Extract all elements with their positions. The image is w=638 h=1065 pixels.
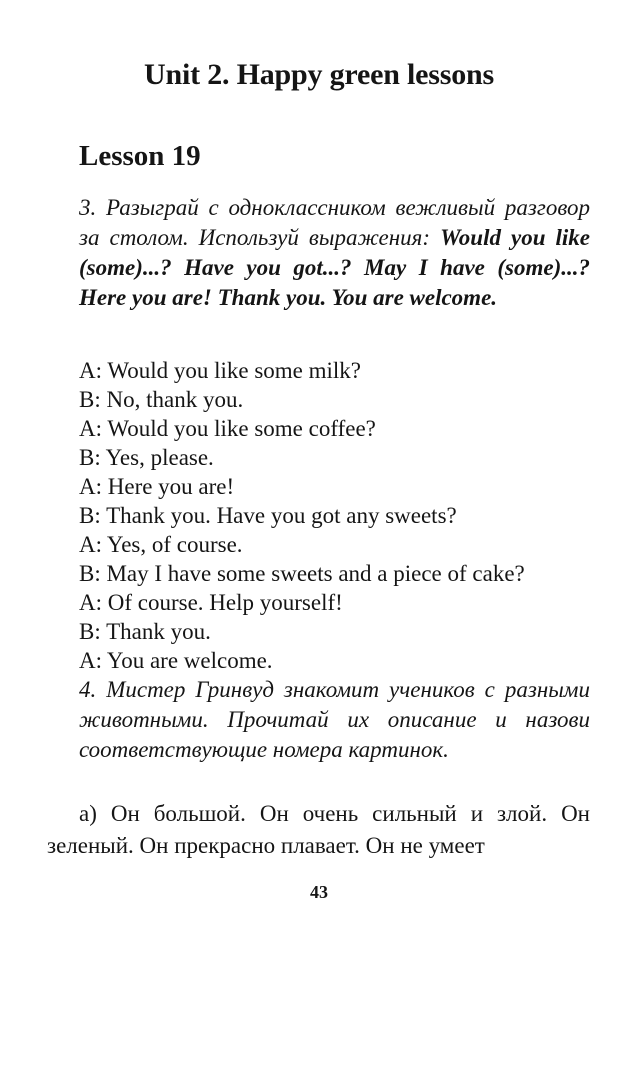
dialogue-line: A: Here you are! [79, 474, 235, 499]
dialogue-line: A: Would you like some milk? [79, 358, 362, 383]
dialogue-line: B: Thank you. Have you got any sweets? [79, 503, 457, 528]
dialogue-line: A: Would you like some coffee? [79, 416, 376, 441]
unit-title: Unit 2. Happy green lessons [144, 58, 494, 91]
dialogue-line: A: You are welcome. [79, 648, 273, 673]
paragraph-a: а) Он большой. Он очень сильный и злой. Он зеленый. Он прекрасно плавает. Он не умеет [47, 801, 590, 858]
dialogue-line: A: Yes, of course. [79, 532, 243, 557]
dialogue-line: B: May I have some sweets and a piece of cake? [79, 561, 525, 586]
lesson-title: Lesson 19 [79, 140, 201, 172]
dialogue-line: B: Yes, please. [79, 445, 214, 470]
dialogue-line: A: Of course. Help yourself! [79, 590, 343, 615]
dialogue-line: B: No, thank you. [79, 387, 244, 412]
task-3-text: 3. Разыграй с одноклассником вежливый разговор за столом. Используй выражения: [79, 195, 590, 250]
task-4-instruction: 4. Мистер Гринвуд знакомит учеников с разными животными. Прочитай их описание и назови соответствующие номера картинок. [79, 677, 590, 762]
dialogue-line: B: Thank you. [79, 619, 211, 644]
dialogue [79, 356, 599, 675]
page-number: 43 [310, 882, 328, 902]
task-3-phrases: Would you like (some)...? Have you got...? May I have (some)...? Here you are! Thank you. You are welcome. [79, 225, 591, 310]
task-3-instruction [79, 193, 590, 313]
